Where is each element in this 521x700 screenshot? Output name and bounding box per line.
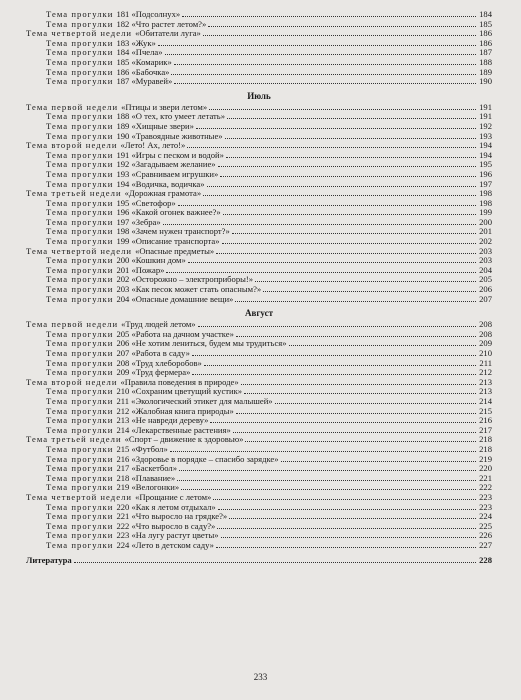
entry-title: «Лето! Ах, лето!»	[120, 140, 186, 151]
entry-page: 203	[479, 245, 492, 256]
entry-title: 194 «Водичка, водичка»	[116, 178, 205, 189]
entry-page: 218	[479, 434, 492, 445]
dot-leader	[174, 83, 476, 84]
entry-kind: Тема прогулки	[46, 530, 114, 541]
entry-title: 190 «Травоядные животные»	[116, 130, 223, 141]
entry-page: 185	[479, 18, 492, 29]
entry-kind: Тема прогулки	[46, 443, 114, 454]
dot-leader	[227, 118, 476, 119]
entry-page: 201	[479, 226, 492, 237]
dot-leader	[182, 16, 476, 17]
entry-kind: Тема прогулки	[46, 386, 114, 397]
entry-page: 222	[479, 482, 492, 493]
dot-leader	[179, 470, 476, 471]
entry-page: 188	[479, 56, 492, 67]
entry-kind: Тема прогулки	[46, 274, 114, 285]
entry-kind: Тема прогулки	[46, 357, 114, 368]
entry-kind: Тема прогулки	[46, 149, 114, 160]
toc-walk-entry[interactable]	[26, 77, 492, 87]
literature-label: Литература	[26, 555, 72, 566]
entry-kind: Тема прогулки	[46, 328, 114, 339]
entry-kind: Тема прогулки	[46, 178, 114, 189]
dot-leader	[217, 528, 476, 529]
dot-leader	[229, 518, 476, 519]
entry-title: 211 «Экологический этикет для малышей»	[116, 395, 273, 406]
entry-kind: Тема прогулки	[46, 111, 114, 122]
entry-kind: Тема прогулки	[46, 37, 114, 48]
entry-title: 195 «Светофор»	[116, 197, 176, 208]
entry-page: 191	[479, 111, 492, 122]
entry-page: 194	[479, 149, 492, 160]
entry-title: 213 «Не навреди дереву»	[116, 415, 209, 426]
entry-title: «Дорожная грамота»	[124, 188, 202, 199]
dot-leader	[226, 157, 476, 158]
entry-title: 204 «Опасные домашние вещи»	[116, 293, 234, 304]
entry-page: 209	[479, 338, 492, 349]
entry-title: 221 «Что выросло на грядке?»	[116, 511, 228, 522]
entry-page: 191	[479, 101, 492, 112]
entry-kind: Тема прогулки	[46, 216, 114, 227]
entry-kind: Тема третьей недели	[26, 188, 122, 199]
entry-kind: Тема четвертой недели	[26, 28, 133, 39]
dot-leader	[192, 374, 476, 375]
entry-title: 196 «Какой огонек важнее?»	[116, 207, 221, 218]
entry-page: 220	[479, 463, 492, 474]
entry-kind: Тема прогулки	[46, 255, 114, 266]
dot-leader	[187, 147, 476, 148]
entry-title: 219 «Велогонки»	[116, 482, 180, 493]
dot-leader	[198, 326, 476, 327]
dot-leader	[210, 422, 476, 423]
entry-kind: Тема прогулки	[46, 284, 114, 295]
dot-leader	[218, 166, 476, 167]
entry-title: 210 «Сохраним цветущий кустик»	[116, 386, 243, 397]
table-of-contents	[26, 10, 492, 566]
dot-leader	[275, 403, 476, 404]
entry-page: 208	[479, 328, 492, 339]
toc-walk-entry[interactable]	[26, 541, 492, 551]
entry-page: 210	[479, 348, 492, 358]
entry-title: 224 «Лето в детском саду»	[116, 539, 214, 550]
entry-page: 192	[479, 120, 492, 131]
entry-title: 223 «На лугу растут цветы»	[116, 530, 219, 541]
entry-title: 183 «Жук»	[116, 37, 156, 48]
entry-page: 206	[479, 284, 492, 295]
entry-page: 213	[479, 386, 492, 397]
entry-title: 220 «Как я летом отдыхал»	[116, 501, 216, 512]
dot-leader	[188, 262, 476, 263]
entry-page: 196	[479, 168, 492, 179]
entry-page: 198	[479, 197, 492, 208]
entry-title: 189 «Хищные звери»	[116, 120, 194, 131]
entry-kind: Тема прогулки	[46, 482, 114, 493]
entry-title: «Опасные предметы»	[135, 245, 215, 256]
entry-kind: Тема первой недели	[26, 319, 119, 330]
entry-title: 199 «Описание транспорта»	[116, 236, 220, 247]
entry-page: 204	[479, 264, 492, 275]
entry-title: 215 «Футбол»	[116, 443, 168, 454]
entry-title: «Правила поведения в природе»	[120, 376, 239, 387]
entry-page: 223	[479, 491, 492, 502]
entry-title: 212 «Жалобная книга природы»	[116, 405, 234, 416]
entry-page: 217	[479, 424, 492, 435]
entry-kind: Тема прогулки	[46, 197, 114, 208]
entry-kind: Тема прогулки	[46, 236, 114, 247]
dot-leader	[255, 281, 476, 282]
entry-title: 217 «Баскетбол»	[116, 463, 178, 474]
entry-page: 212	[479, 367, 492, 378]
entry-kind: Тема прогулки	[46, 405, 114, 416]
entry-title: 193 «Сравниваем игрушки»	[116, 168, 219, 179]
entry-title: 201 «Пожар»	[116, 264, 165, 275]
dot-leader	[196, 128, 476, 129]
dot-leader	[178, 205, 476, 206]
entry-title: 207 «Работа в саду»	[116, 348, 190, 358]
entry-title: «Труд людей летом»	[121, 319, 196, 330]
toc-literature-entry[interactable]	[26, 556, 492, 566]
entry-page: 207	[479, 293, 492, 304]
entry-page: 219	[479, 453, 492, 464]
entry-page: 189	[479, 66, 492, 77]
dot-leader	[74, 562, 476, 563]
entry-title: 192 «Загадываем желание»	[116, 159, 216, 170]
entry-page: 190	[479, 76, 492, 87]
entry-kind: Тема первой недели	[26, 101, 119, 112]
dot-leader	[218, 509, 476, 510]
entry-kind: Тема второй недели	[26, 376, 118, 387]
entry-kind: Тема прогулки	[46, 226, 114, 237]
entry-title: 202 «Осторожно – электроприборы!»	[116, 274, 254, 285]
entry-kind: Тема прогулки	[46, 207, 114, 218]
entry-page: 202	[479, 236, 492, 247]
entry-kind: Тема прогулки	[46, 338, 114, 349]
entry-title: «Обитатели луга»	[135, 28, 201, 39]
dot-leader	[263, 291, 476, 292]
dot-leader	[213, 499, 476, 500]
entry-page: 218	[479, 443, 492, 454]
entry-title: 216 «Здоровье в порядке – спасибо зарядке»	[116, 453, 279, 464]
entry-page: 215	[479, 405, 492, 416]
entry-page: 199	[479, 207, 492, 218]
entry-kind: Тема прогулки	[46, 520, 114, 531]
entry-kind: Тема прогулки	[46, 130, 114, 141]
entry-page: 186	[479, 37, 492, 48]
entry-kind: Тема прогулки	[46, 463, 114, 474]
entry-kind: Тема прогулки	[46, 415, 114, 426]
entry-title: 181 «Подсолнух»	[116, 9, 181, 19]
entry-kind: Тема прогулки	[46, 367, 114, 378]
entry-title: 198 «Зачем нужен транспорт?»	[116, 226, 230, 237]
entry-page: 211	[479, 357, 492, 368]
entry-kind: Тема прогулки	[46, 348, 114, 358]
entry-title: 188 «О тех, кто умеет летать»	[116, 111, 226, 122]
dot-leader	[233, 432, 476, 433]
month-heading: Август	[244, 308, 274, 319]
dot-leader	[222, 243, 476, 244]
entry-page: 194	[479, 140, 492, 151]
entry-kind: Тема прогулки	[46, 264, 114, 275]
dot-leader	[216, 253, 476, 254]
entry-page: 205	[479, 274, 492, 285]
dot-leader	[208, 26, 476, 27]
dot-leader	[171, 74, 476, 75]
entry-page: 224	[479, 511, 492, 522]
entry-kind: Тема прогулки	[46, 539, 114, 550]
entry-kind: Тема четвертой недели	[26, 491, 133, 502]
entry-page: 223	[479, 501, 492, 512]
dot-leader	[216, 547, 476, 548]
entry-title: 186 «Бабочка»	[116, 66, 170, 77]
entry-title: 203 «Как песок может стать опасным?»	[116, 284, 262, 295]
entry-title: 184 «Пчела»	[116, 47, 163, 58]
dot-leader	[174, 64, 476, 65]
entry-title: «Птицы и звери летом»	[121, 101, 208, 112]
entry-kind: Тема прогулки	[46, 47, 114, 58]
dot-leader	[181, 489, 476, 490]
entry-title: 197 «Зебра»	[116, 216, 161, 227]
entry-page: 200	[479, 216, 492, 227]
entry-title: 214 «Лекарственные растения»	[116, 424, 231, 435]
entry-kind: Тема прогулки	[46, 9, 114, 19]
dot-leader	[236, 413, 476, 414]
entry-page: 225	[479, 520, 492, 531]
entry-kind: Тема второй недели	[26, 140, 118, 151]
dot-leader	[203, 195, 476, 196]
entry-title: 205 «Работа на дачном участке»	[116, 328, 234, 339]
entry-title: 185 «Комарик»	[116, 56, 172, 67]
dot-leader	[241, 384, 476, 385]
entry-page: 208	[479, 319, 492, 330]
dot-leader	[158, 45, 476, 46]
dot-leader	[166, 272, 476, 273]
entry-page: 198	[479, 188, 492, 199]
dot-leader	[204, 365, 476, 366]
entry-title: 206 «Не хотим лениться, будем мы трудиться»	[116, 338, 287, 349]
entry-page: 216	[479, 415, 492, 426]
dot-leader	[235, 301, 476, 302]
dot-leader	[236, 336, 476, 337]
dot-leader	[281, 461, 476, 462]
entry-kind: Тема прогулки	[46, 56, 114, 67]
entry-title: 222 «Что выросло в саду?»	[116, 520, 216, 531]
entry-title: 187 «Муравей»	[116, 76, 173, 87]
entry-kind: Тема прогулки	[46, 501, 114, 512]
entry-kind: Тема прогулки	[46, 453, 114, 464]
dot-leader	[203, 35, 476, 36]
entry-title: «Спорт – движение к здоровью»	[124, 434, 244, 445]
entry-page: 193	[479, 130, 492, 141]
entry-kind: Тема прогулки	[46, 472, 114, 483]
dot-leader	[163, 224, 476, 225]
entry-page: 195	[479, 159, 492, 170]
dot-leader	[232, 233, 476, 234]
literature-page: 228	[479, 555, 492, 566]
entry-kind: Тема прогулки	[46, 159, 114, 170]
dot-leader	[289, 345, 476, 346]
entry-title: 218 «Плавание»	[116, 472, 176, 483]
dot-leader	[192, 355, 476, 356]
dot-leader	[165, 54, 476, 55]
dot-leader	[223, 214, 476, 215]
toc-walk-entry[interactable]	[26, 295, 492, 305]
entry-kind: Тема прогулки	[46, 424, 114, 435]
dot-leader	[170, 451, 476, 452]
entry-page: 221	[479, 472, 492, 483]
dot-leader	[221, 537, 476, 538]
entry-kind: Тема прогулки	[46, 18, 114, 29]
dot-leader	[177, 480, 476, 481]
entry-title: 182 «Что растет летом?»	[116, 18, 207, 29]
entry-title: «Прощание с летом»	[135, 491, 212, 502]
entry-title: 191 «Игры с песком и водой»	[116, 149, 224, 160]
month-heading: Июль	[247, 90, 271, 101]
entry-kind: Тема прогулки	[46, 511, 114, 522]
entry-title: 200 «Кошкин дом»	[116, 255, 186, 266]
entry-kind: Тема прогулки	[46, 293, 114, 304]
dot-leader	[209, 109, 476, 110]
entry-kind: Тема третьей недели	[26, 434, 122, 445]
entry-title: 208 «Труд хлеборобов»	[116, 357, 202, 368]
entry-page: 227	[479, 539, 492, 550]
dot-leader	[207, 186, 476, 187]
entry-kind: Тема прогулки	[46, 120, 114, 131]
dot-leader	[220, 176, 476, 177]
entry-page: 203	[479, 255, 492, 266]
entry-kind: Тема четвертой недели	[26, 245, 133, 256]
entry-page: 226	[479, 530, 492, 541]
entry-kind: Тема прогулки	[46, 76, 114, 87]
dot-leader	[244, 393, 476, 394]
page-number: 233	[253, 672, 268, 682]
entry-page: 186	[479, 28, 492, 39]
entry-page: 213	[479, 376, 492, 387]
entry-page: 197	[479, 178, 492, 189]
entry-kind: Тема прогулки	[46, 66, 114, 77]
entry-page: 214	[479, 395, 492, 406]
dot-leader	[245, 441, 476, 442]
entry-page: 187	[479, 47, 492, 58]
entry-kind: Тема прогулки	[46, 395, 114, 406]
entry-title: 209 «Труд фермера»	[116, 367, 191, 378]
entry-page: 184	[479, 9, 492, 19]
dot-leader	[225, 138, 476, 139]
entry-kind: Тема прогулки	[46, 168, 114, 179]
